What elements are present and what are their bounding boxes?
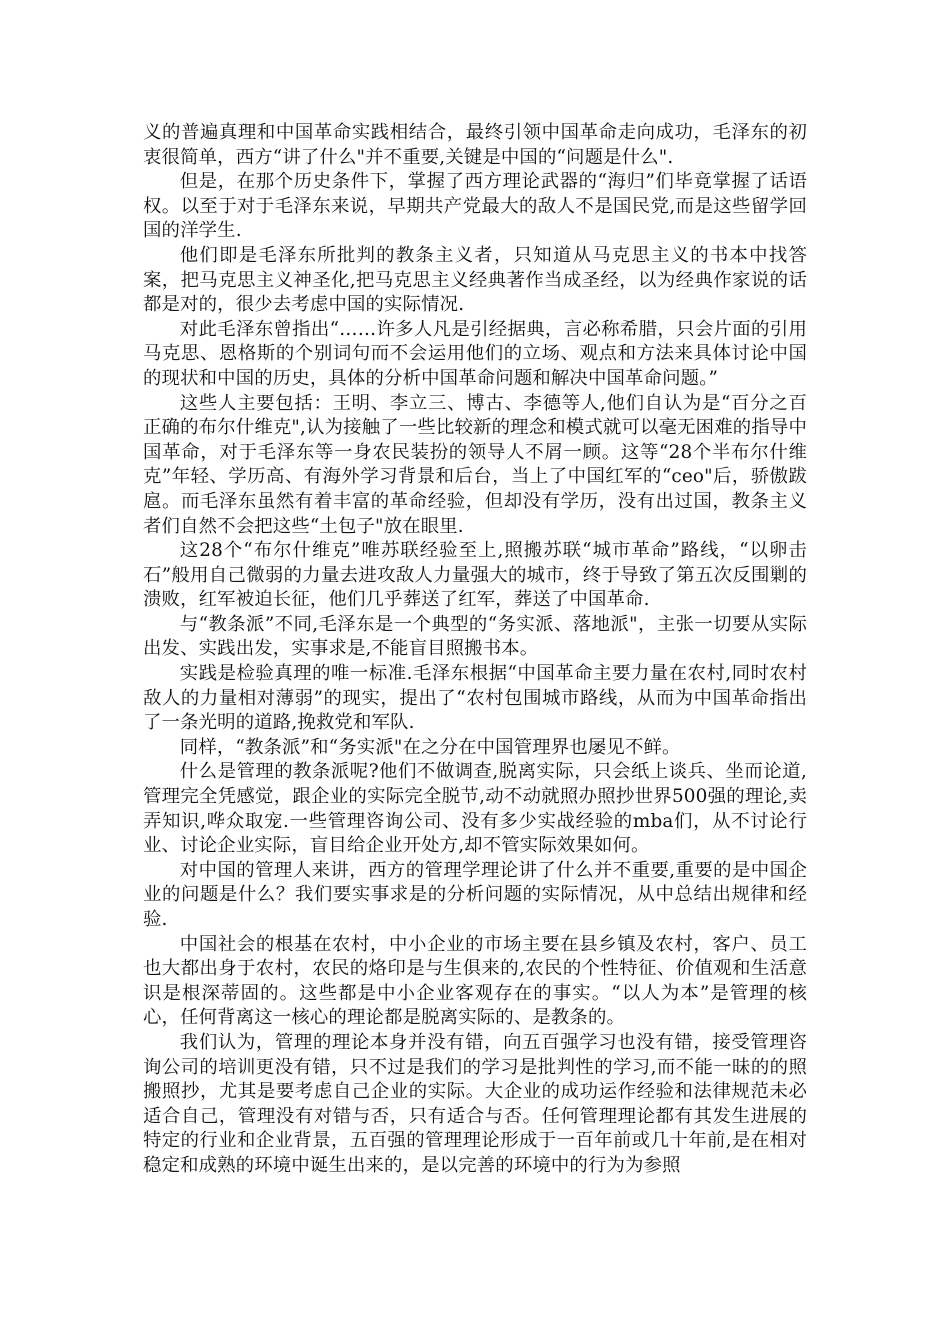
paragraph-13: 我们认为，管理的理论本身并没有错，向五百强学习也没有错，接受管理咨询公司的培训更没有错，只不过是我们的学习是批判性的学习,而不能一昧的的照搬照抄，尤其是要考虑自己企业的实际。大企业的成功运作经验和法律规范未必适合自己，管理没有对错与否，只有适合与否。任何管理理论都有其发生进展的特定的行业和企业背景，五百强的管理理论形成于一百年前或几十年前,是在相对稳定和成熟的环境中诞生出来的，是以完善的环境中的行为为参照 (143, 1031, 807, 1176)
paragraph-6: 这28个“布尔什维克”唯苏联经验至上,照搬苏联“城市革命”路线，“以卵击石”般用自己微弱的力量去进攻敌人力量强大的城市，终于导致了第五次反围剿的溃败，红军被迫长征，他们几乎葬送了红军，葬送了中国革命. (143, 540, 807, 611)
paragraph-11: 对中国的管理人来讲，西方的管理学理论讲了什么并不重要,重要的是中国企业的问题是什么？我们要实事求是的分析问题的实际情况，从中总结出规律和经验. (143, 859, 807, 930)
paragraph-7: 与“教条派”不同,毛泽东是一个典型的“务实派、落地派"，主张一切要从实际出发、实践出发，实事求是,不能盲目照搬书本。 (143, 613, 807, 660)
paragraph-1: 义的普遍真理和中国革命实践相结合，最终引领中国革命走向成功，毛泽东的初衷很简单，西方“讲了什么"并不重要,关键是中国的“问题是什么". (143, 122, 807, 168)
document-body (143, 121, 807, 1179)
paragraph-5: 这些人主要包括：王明、李立三、博古、李德等人,他们自认为是“百分之百正确的布尔什维克",认为接触了一些比较新的理念和模式就可以毫无困难的指导中国革命，对于毛泽东等一身农民装扮的领导人不屑一顾。这等“28个半布尔什维克”年轻、学历高、有海外学习背景和后台，当上了中国红军的“ceo"后，骄傲跋扈。而毛泽东虽然有着丰富的革命经验，但却没有学历，没有出过国，教条主义者们自然不会把这些“土包子"放在眼里. (143, 392, 807, 537)
paragraph-4: 对此毛泽东曾指出“……许多人凡是引经据典，言必称希腊，只会片面的引用马克思、恩格斯的个别词句而不会运用他们的立场、观点和方法来具体讨论中国的现状和中国的历史，具体的分析中国革命问题和解决中国革命问题。” (143, 318, 807, 389)
paragraph-2: 但是，在那个历史条件下，掌握了西方理论武器的“海归”们毕竟掌握了话语权。以至于对于毛泽东来说，早期共产党最大的敌人不是国民党,而是这些留学回国的洋学生. (143, 171, 807, 242)
paragraph-8: 实践是检验真理的唯一标准.毛泽东根据“中国革命主要力量在农村,同时农村敌人的力量相对薄弱”的现实，提出了“农村包围城市路线，从而为中国革命指出了一条光明的道路,挽救党和军队. (143, 663, 807, 734)
paragraph-3: 他们即是毛泽东所批判的教条主义者，只知道从马克思主义的书本中找答案，把马克思主义神圣化,把马克思主义经典著作当成圣经，以为经典作家说的话都是对的，很少去考虑中国的实际情况. (143, 244, 807, 316)
paragraph-9: 同样，“教条派”和“务实派"在之分在中国管理界也屡见不鲜。 (179, 736, 681, 758)
paragraph-12: 中国社会的根基在农村，中小企业的市场主要在县乡镇及农村，客户、员工也大都出身于农村，农民的烙印是与生俱来的,农民的个性特征、价值观和生活意识是根深蒂固的。这些都是中小企业客观存在的事实。“以人为本”是管理的核心，任何背离这一核心的理论都是脱离实际的、是教条的。 (143, 933, 807, 1029)
paragraph-10: 什么是管理的教条派呢?他们不做调查,脱离实际，只会纸上谈兵、坐而论道,管理完全凭感觉，跟企业的实际完全脱节,动不动就照办照抄世界500强的理论,卖弄知识,哗众取宠.一些管理咨询公司、没有多少实战经验的mba们，从不讨论行业、讨论企业实际，盲目给企业开处方,却不管实际效果如何。 (143, 761, 807, 857)
